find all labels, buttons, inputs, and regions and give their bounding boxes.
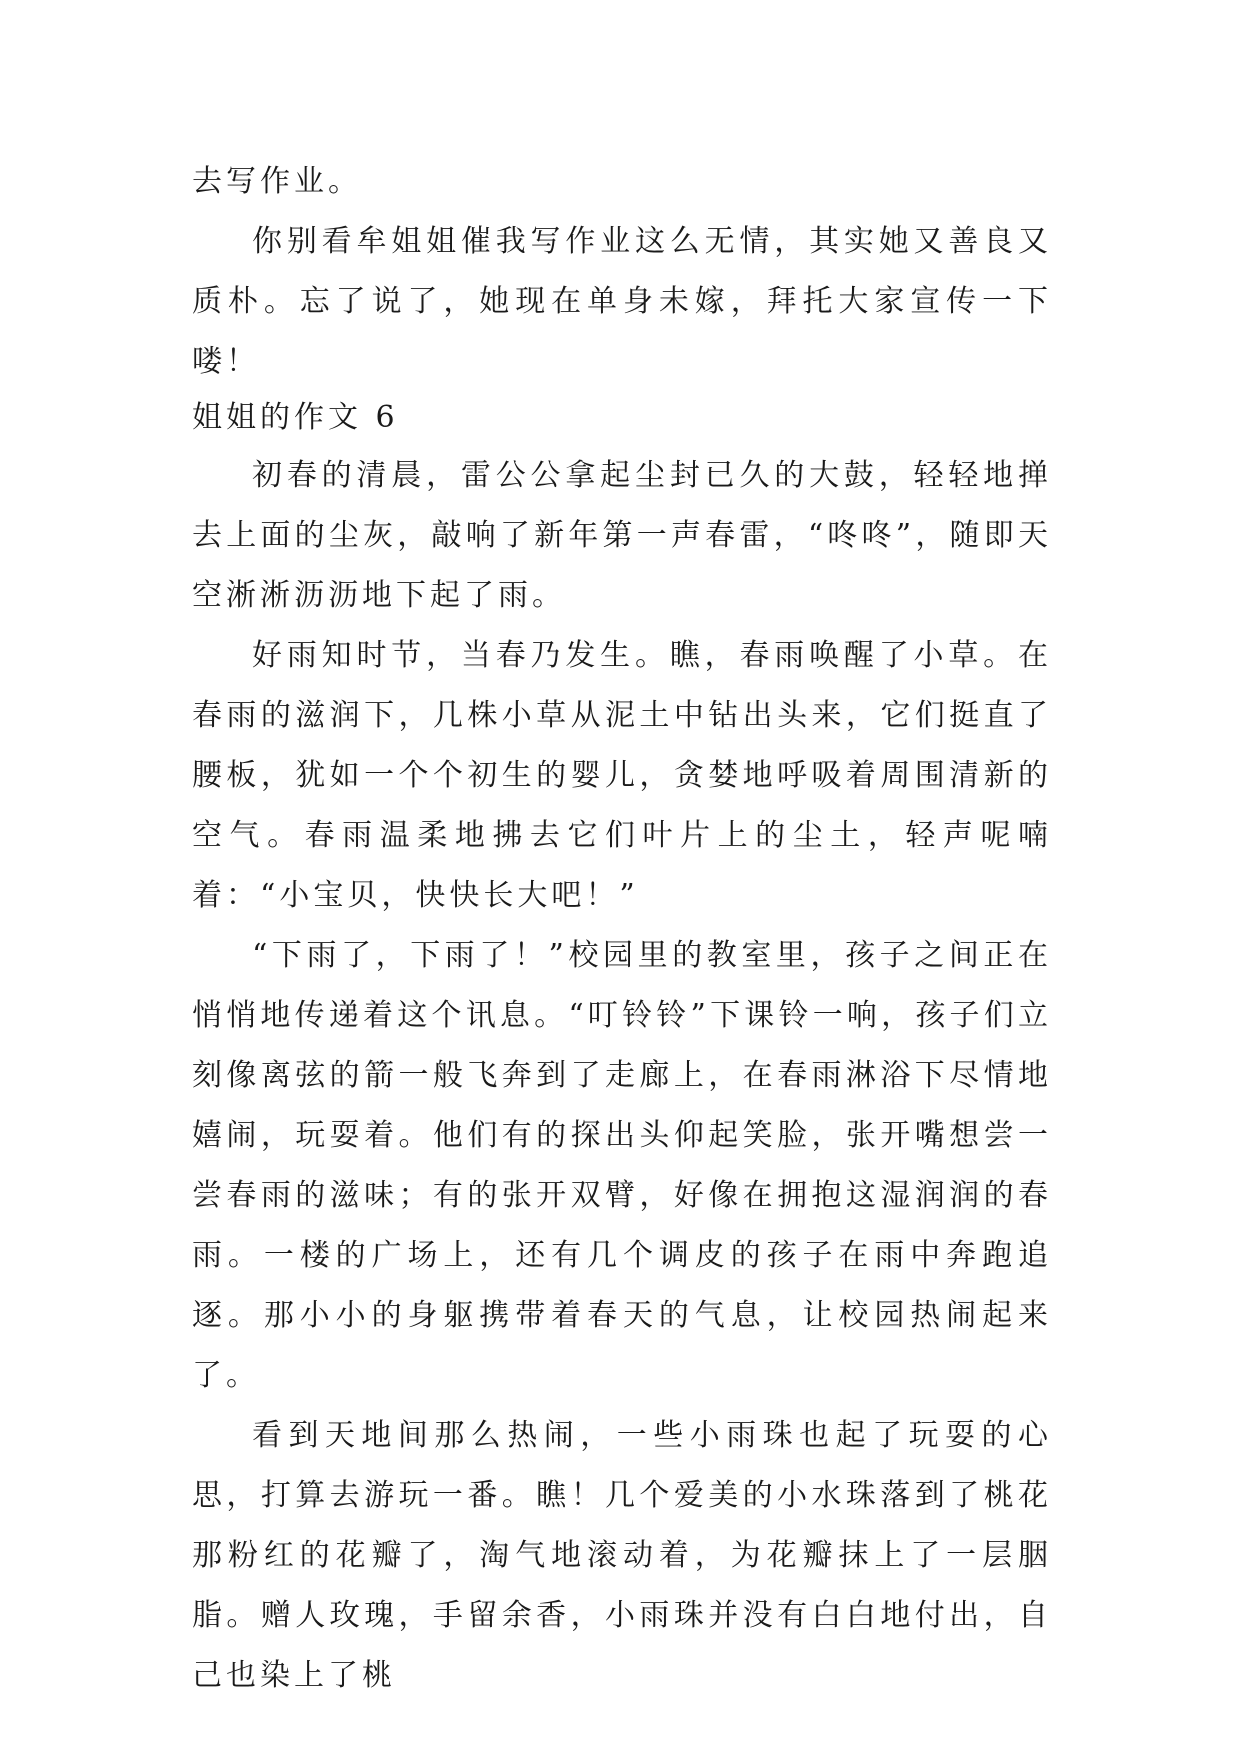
paragraph: 看到天地间那么热闹，一些小雨珠也起了玩耍的心思，打算去游玩一番。瞧！几个爱美的小水珠落到了桃花那粉红的花瓣了，淘气地滚动着，为花瓣抹上了一层胭脂。赠人玫瑰，手留余香，小雨珠并没有白白地付出，自己也染上了桃 bbox=[192, 1418, 1052, 1693]
paragraph: “下雨了，下雨了！”校园里的教室里，孩子之间正在悄悄地传递着这个讯息。“叮铃铃”下课铃一响，孩子们立刻像离弦的箭一般飞奔到了走廊上，在春雨淋浴下尽情地嬉闹，玩耍着。他们有的探出头仰起笑脸，张开嘴想尝一尝春雨的滋味；有的张开双臂，好像在拥抱这湿润润的春雨。一楼的广场上，还有几个调皮的孩子在雨中奔跑追逐。那小小的身躯携带着春天的气息，让校园热闹起来了。 bbox=[192, 938, 1052, 1393]
intro-block bbox=[192, 152, 1052, 392]
paragraph: 初春的清晨，雷公公拿起尘封已久的大鼓，轻轻地掸去上面的尘灰，敲响了新年第一声春雷，“咚咚”，随即天空淅淅沥沥地下起了雨。 bbox=[192, 458, 1052, 613]
paragraph: 好雨知时节，当春乃发生。瞧，春雨唤醒了小草。在春雨的滋润下，几株小草从泥土中钻出头来，它们挺直了腰板，犹如一个个初生的婴儿，贪婪地呼吸着周围清新的空气。春雨温柔地拂去它们叶片上的尘土，轻声呢喃着：“小宝贝，快快长大吧！” bbox=[192, 638, 1052, 913]
essay-heading: 姐姐的作文 6 bbox=[192, 400, 399, 435]
essay-body bbox=[192, 446, 1052, 1706]
paragraph: 你别看牟姐姐催我写作业这么无情，其实她又善良又质朴。忘了说了，她现在单身未嫁，拜托大家宣传一下喽！ bbox=[192, 224, 1052, 379]
heading-block bbox=[192, 388, 1052, 448]
paragraph-fragment: 去写作业。 bbox=[192, 164, 362, 199]
